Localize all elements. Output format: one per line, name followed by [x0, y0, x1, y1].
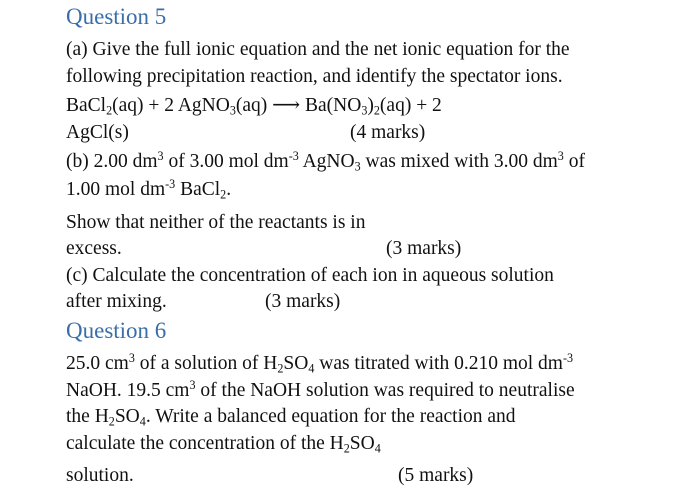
q5c-marks: (3 marks) [265, 291, 341, 312]
b-text: BaCl [175, 179, 221, 200]
q6-superscript: 3 [128, 350, 135, 365]
b-text: AgNO [298, 151, 355, 172]
eq-text: BaCl [66, 95, 107, 116]
eq-text: (aq) + 2 [379, 95, 442, 116]
q6-superscript: 3 [189, 377, 196, 392]
q5b-line-2 [66, 176, 232, 202]
b-subscript: 2 [220, 187, 227, 202]
q6-subscript: 2 [108, 414, 115, 429]
q6-line-3 [66, 407, 516, 427]
eq-subscript: 3 [229, 103, 236, 118]
b-text: (b) 2.00 dm [66, 151, 158, 172]
eq-text: ) [367, 95, 374, 116]
q6-line-5: solution. [66, 465, 134, 486]
q6-text: the H [66, 406, 109, 427]
q6-text: calculate the concentration of the H [66, 433, 344, 454]
q5c-line-2: after mixing. [66, 291, 167, 312]
b-subscript: 3 [354, 159, 361, 174]
q6-subscript: 4 [308, 361, 315, 376]
q5a-line-1: (a) Give the full ionic equation and the net ionic equation for the [66, 39, 570, 60]
q6-subscript: 4 [139, 414, 146, 429]
b-text: of 3.00 mol dm [163, 151, 289, 172]
q6-text: of a solution of H [134, 353, 278, 374]
q5a-equation-line-1 [66, 96, 442, 116]
q5b-show-line-1: Show that neither of the reactants is in [66, 212, 366, 233]
q6-text: SO [349, 433, 375, 454]
q6-text: 25.0 cm [66, 353, 129, 374]
q6-marks: (5 marks) [398, 465, 474, 486]
eq-subscript: 2 [106, 103, 113, 118]
q5a-equation-line-2: AgCl(s) [66, 122, 129, 143]
reaction-arrow: ⟶ [272, 95, 301, 116]
q5a-marks: (4 marks) [350, 122, 426, 143]
eq-text: (aq) [235, 95, 273, 116]
q5a-line-2: following precipitation reaction, and identify the spectator ions. [66, 66, 563, 87]
q6-text: NaOH. 19.5 cm [66, 380, 190, 401]
q5c-line-1: (c) Calculate the concentration of each ion in aqueous solution [66, 265, 554, 286]
q6-text: was titrated with 0.210 mol dm [314, 353, 563, 374]
b-text: . [226, 179, 232, 200]
q6-text: SO [283, 353, 309, 374]
q6-line-4 [66, 434, 381, 454]
q6-superscript: -3 [562, 350, 574, 365]
b-superscript: -3 [288, 148, 299, 163]
eq-subscript: 3 [361, 103, 368, 118]
q6-subscript: 2 [277, 361, 284, 376]
question-6-heading: Question 6 [66, 318, 167, 343]
q6-line-2 [66, 377, 575, 401]
b-superscript: 3 [157, 148, 164, 163]
q6-text: SO [114, 406, 140, 427]
b-superscript: -3 [165, 176, 176, 191]
q6-subscript: 2 [343, 441, 350, 456]
b-text: 1.00 mol dm [66, 179, 166, 200]
q5b-show-line-2: excess. [66, 238, 122, 259]
eq-subscript: 2 [373, 103, 380, 118]
b-superscript: 3 [557, 148, 564, 163]
q6-subscript: 4 [374, 441, 381, 456]
b-text: was mixed with 3.00 dm [360, 151, 558, 172]
eq-text: (aq) + 2 AgNO [112, 95, 230, 116]
q6-text: . Write a balanced equation for the reaction and [145, 406, 516, 427]
q6-text: of the NaOH solution was required to neutralise [195, 380, 575, 401]
question-5-heading: Question 5 [66, 4, 167, 29]
eq-text: Ba(NO [300, 95, 362, 116]
b-text: of [563, 151, 585, 172]
q5b-line-1 [66, 148, 585, 174]
q6-line-1 [66, 350, 574, 376]
q5b-marks: (3 marks) [386, 238, 462, 259]
